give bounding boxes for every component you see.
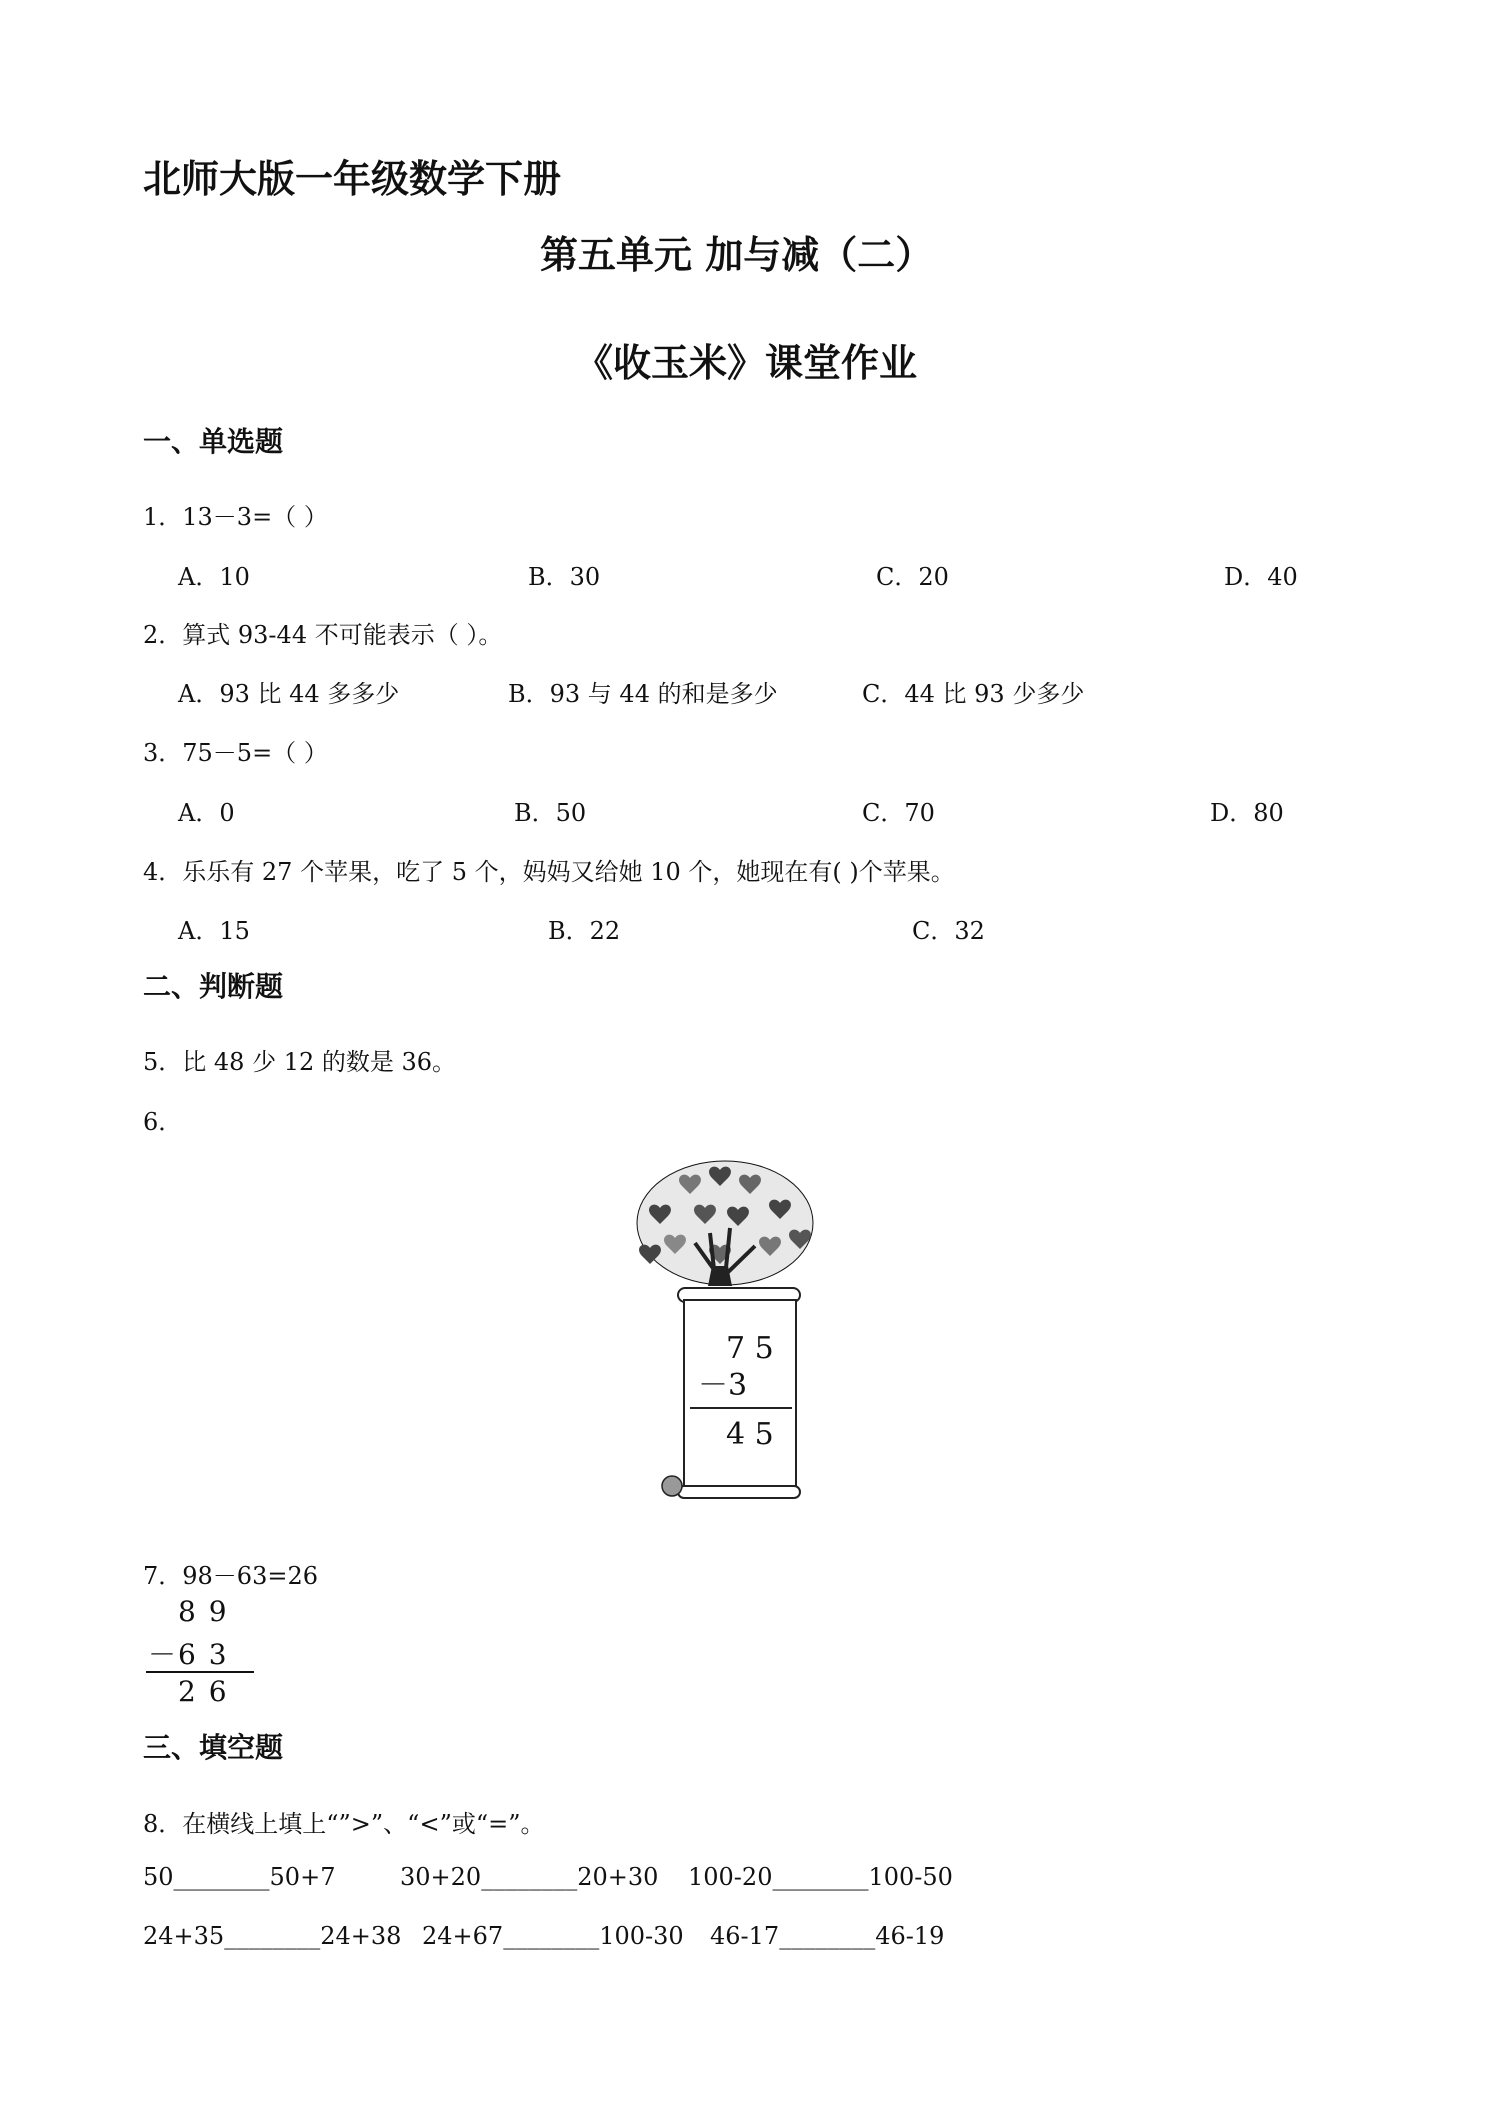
question-1-option-c[interactable]: C．20 <box>876 563 949 591</box>
section-title-single-choice: 一、单选题 <box>143 425 284 458</box>
q8-row1-item3[interactable]: 100-20________100-50 <box>688 1863 953 1891</box>
question-1-option-a[interactable]: A．10 <box>178 563 250 591</box>
scroll-middle-number: －3 <box>698 1368 748 1403</box>
scroll-bottom-number: 4 5 <box>726 1417 774 1452</box>
question-2-stem: 2．算式 93-44 不可能表示（ ）。 <box>143 621 503 649</box>
question-1-stem: 1．13－3=（ ） <box>143 503 328 531</box>
question-3-option-c[interactable]: C．70 <box>862 799 935 827</box>
lesson-title: 《收玉米》课堂作业 <box>575 341 918 385</box>
question-6-stem: 6． <box>143 1108 183 1136</box>
q7-calc-middle: －6 3 <box>148 1638 229 1671</box>
question-3-option-d[interactable]: D．80 <box>1210 799 1284 827</box>
question-4-option-c[interactable]: C．32 <box>912 917 985 945</box>
question-3-stem: 3．75－5=（ ） <box>143 739 328 767</box>
q8-row2-item3[interactable]: 46-17________46-19 <box>710 1922 945 1950</box>
question-3-option-a[interactable]: A．0 <box>178 799 235 827</box>
unit-title: 第五单元 加与减（二） <box>540 233 934 277</box>
question-3-option-b[interactable]: B．50 <box>514 799 587 827</box>
question-5-stem: 5．比 48 少 12 的数是 36。 <box>143 1048 457 1076</box>
question-1-option-d[interactable]: D．40 <box>1224 563 1298 591</box>
q8-row1-item1[interactable]: 50________50+7 <box>143 1863 336 1891</box>
question-2-option-c[interactable]: C．44 比 93 少多少 <box>862 680 1085 708</box>
question-2-option-a[interactable]: A．93 比 44 多多少 <box>178 680 400 708</box>
q7-calc-bottom: 2 6 <box>178 1675 229 1708</box>
q8-row1-item2[interactable]: 30+20________20+30 <box>400 1863 659 1891</box>
q7-calc-divider <box>146 1671 254 1673</box>
question-4-stem: 4．乐乐有 27 个苹果，吃了 5 个，妈妈又给她 10 个，她现在有( )个苹果。 <box>143 858 955 886</box>
book-title: 北师大版一年级数学下册 <box>143 157 562 201</box>
tree-scroll-illustration <box>620 1148 830 1518</box>
question-4-option-a[interactable]: A．15 <box>178 917 250 945</box>
section-title-fill-blank: 三、填空题 <box>143 1731 284 1764</box>
q7-calc-top: 8 9 <box>178 1595 229 1628</box>
scroll-top-number: 7 5 <box>726 1331 774 1366</box>
question-7-stem: 7．98－63=26 <box>143 1562 318 1590</box>
q8-row2-item2[interactable]: 24+67________100-30 <box>422 1922 684 1950</box>
question-4-option-b[interactable]: B．22 <box>548 917 621 945</box>
question-8-stem: 8．在横线上填上“”>”、“<”或“=”。 <box>143 1810 545 1838</box>
section-title-true-false: 二、判断题 <box>143 970 284 1003</box>
question-1-option-b[interactable]: B．30 <box>528 563 601 591</box>
question-2-option-b[interactable]: B．93 与 44 的和是多少 <box>508 680 778 708</box>
q8-row2-item1[interactable]: 24+35________24+38 <box>143 1922 402 1950</box>
